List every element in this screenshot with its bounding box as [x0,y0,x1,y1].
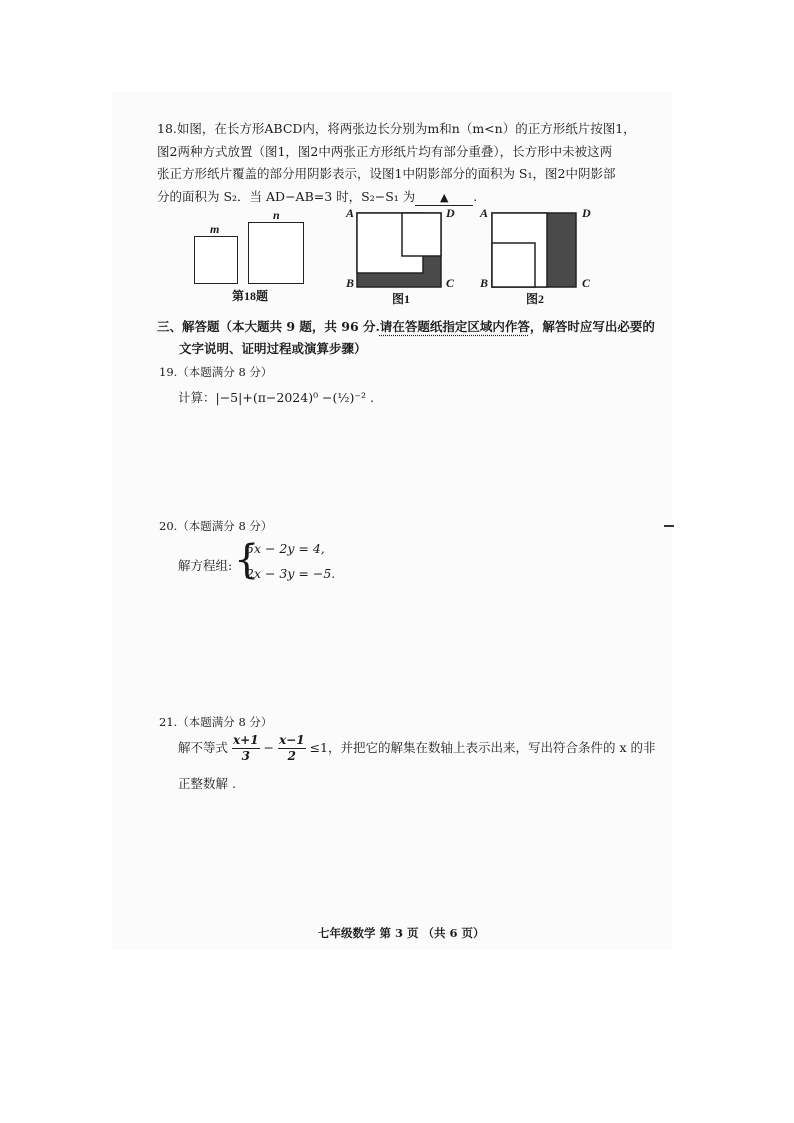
caption-fig2: 图2 [526,292,545,306]
q20-header: 20.（本题满分 8 分） [159,519,273,533]
caption-fig1: 图1 [392,292,411,306]
q21-line-2: 正整数解 . [178,776,236,791]
answer-blank[interactable]: ▲ [415,191,473,206]
fig2-corner-d: D [582,206,591,220]
fig1-corner-d: D [446,206,455,220]
label-n: n [273,208,280,222]
fig1-corner-c: C [446,276,455,290]
q19-expression: 计算：|−5|+(π−2024)⁰ −(½)⁻² . [178,390,374,405]
page-footer: 七年级数学 第 3 页 （共 6 页） [318,926,485,940]
system-brace: { [234,537,260,583]
q18-line-1: 18.如图，在长方形ABCD内，将两张边长分别为m和n（m<n）的正方形纸片按图1， [157,121,636,136]
q18-number: 18. [157,121,177,136]
label-m: m [210,222,220,236]
fraction-1: $\frac{x+1}{3}$ [233,733,259,763]
fig1-corner-b: B [346,276,355,290]
q18-line-4: 分的面积为 S₂．当 AD−AB=3 时，S₂−S₁ 为 ▲ . [157,188,478,204]
q19-header: 19.（本题满分 8 分） [159,365,273,379]
q20-equation-1: 5x − 2y = 4, [246,541,325,556]
figure-2-diagram [491,212,577,288]
q18-line-2: 图2两种方式放置（图1，图2中两张正方形纸片均有部分重叠），长方形中未被这两 [157,143,613,159]
q18-line-3: 张正方形纸片覆盖的部分用阴影表示，设图1中阴影部分的面积为 S₁，图2中阴影部 [157,166,616,181]
q20-equation-2: 2x − 3y = −5. [246,566,336,581]
q21-inequality: 解不等式 $\frac{x+1}{3}$ − $\frac{x-1}{2}$ ≤1，并把它的解集在数轴上表示出来，写出符合条件的 x 的非 [178,733,656,763]
figure-1-diagram [356,212,442,288]
question-18 [157,118,657,208]
caption-q18: 第18题 [232,289,269,303]
fig2-corner-c: C [582,276,591,290]
margin-tick [664,525,674,527]
square-n [248,222,304,284]
section-3-heading: 三、解答题（本大题共 9 题，共 96 分.请在答题纸指定区域内作答，解答时应写出必要的 文字说明、证明过程或演算步骤） [157,319,655,356]
q21-header: 21.（本题满分 8 分） [159,715,273,729]
fig1-corner-a: A [346,206,355,220]
fraction-2: $\frac{x-1}{2}$ [279,733,305,763]
square-m [194,236,238,284]
fig2-corner-b: B [480,276,489,290]
q20-lead: 解方程组: [178,558,233,573]
fig2-corner-a: A [480,206,489,220]
